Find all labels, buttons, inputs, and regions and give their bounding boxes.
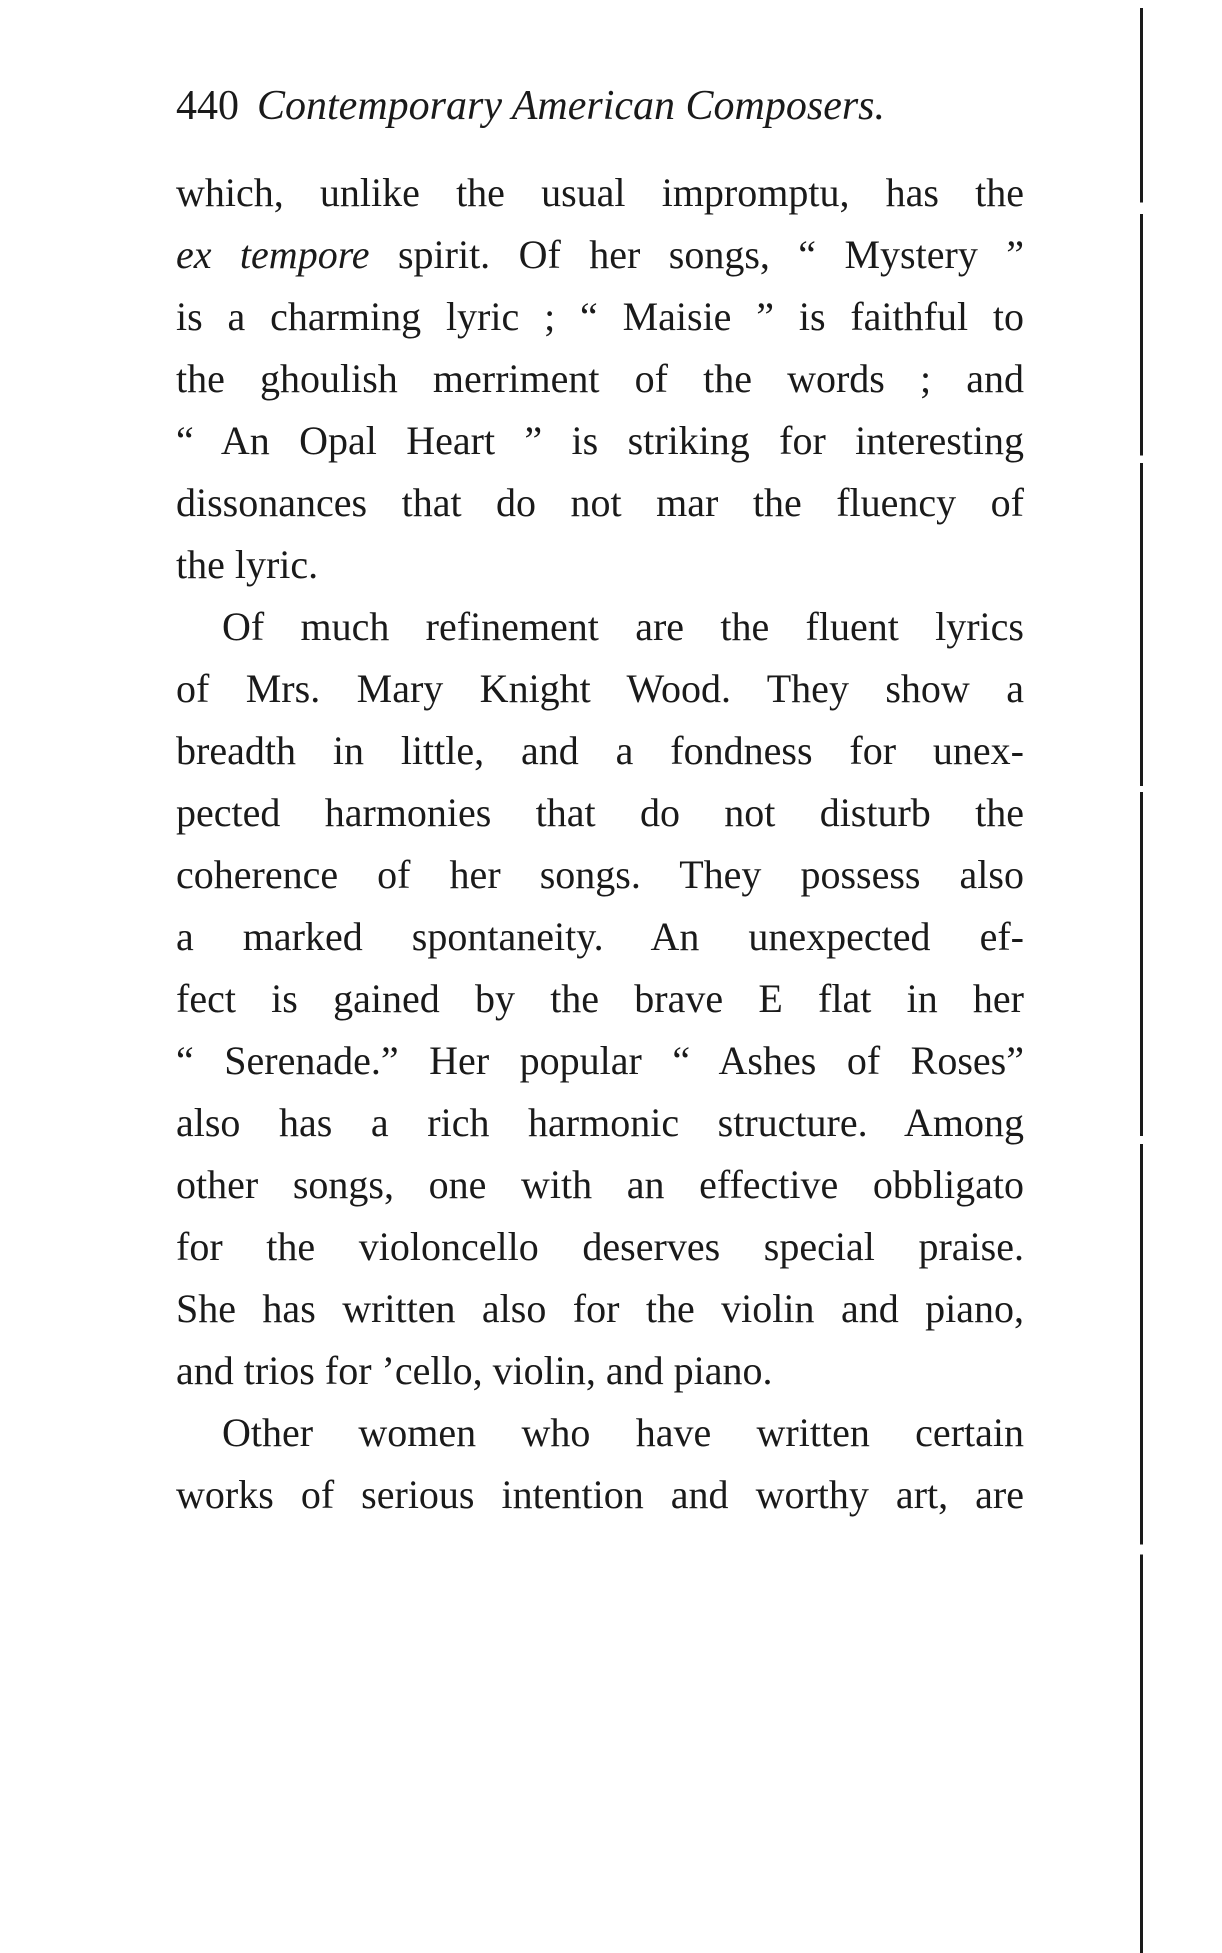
page-edge-rule	[1140, 8, 1143, 1953]
paragraph-start-line: Other women who have written certain	[222, 1410, 1024, 1455]
italic-phrase: ex tempore	[176, 232, 370, 277]
running-title: Contemporary American Composers.	[257, 83, 886, 129]
page-number: 440	[176, 83, 239, 129]
text-line: of Mrs. Mary Knight Wood. They show a	[176, 666, 1024, 711]
text-line: dissonances that do not mar the fluency of	[176, 480, 1024, 525]
text-line: also has a rich harmonic structure. Among	[176, 1100, 1024, 1145]
text-line: pected harmonies that do not disturb the	[176, 790, 1024, 835]
text-line: is a charming lyric ; “ Maisie ” is faithful to	[176, 294, 1024, 339]
text-line: a marked spontaneity. An unexpected ef-	[176, 914, 1024, 959]
text-line: which, unlike the usual impromptu, has the	[176, 170, 1024, 215]
text-line: works of serious intention and worthy art, are	[176, 1472, 1024, 1517]
text-line: for the violoncello deserves special praise.	[176, 1224, 1024, 1269]
body-text	[176, 162, 1024, 1526]
text-line: breadth in little, and a fondness for unex-	[176, 728, 1024, 773]
text-span: spirit. Of her songs, “ Mystery ”	[369, 232, 1024, 277]
text-line: “ An Opal Heart ” is striking for interesting	[176, 418, 1024, 463]
text-line: She has written also for the violin and piano,	[176, 1286, 1024, 1331]
text-line: “ Serenade.” Her popular “ Ashes of Roses”	[176, 1038, 1024, 1083]
text-line: other songs, one with an effective obbligato	[176, 1162, 1024, 1207]
text-line: the lyric.	[176, 542, 319, 587]
text-line: fect is gained by the brave E flat in her	[176, 976, 1024, 1021]
text-line: and trios for ’cello, violin, and piano.	[176, 1348, 773, 1393]
text-line: the ghoulish merriment of the words ; and	[176, 356, 1024, 401]
text-line: coherence of her songs. They possess also	[176, 852, 1024, 897]
paragraph-start-line: Of much refinement are the fluent lyrics	[222, 604, 1024, 649]
running-head	[176, 78, 1036, 134]
text-line	[176, 224, 1024, 286]
